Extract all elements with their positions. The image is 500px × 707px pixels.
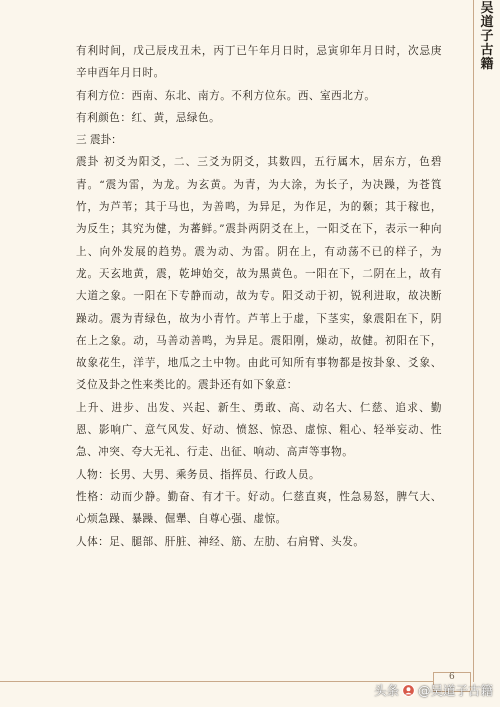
watermark-account: @吴道子古籍 [418,683,494,698]
section-heading-zhen-gua: 三 震卦： [76,134,122,147]
paragraph-zhen-gua-description: 震卦 初爻为阳爻，二、三爻为阴爻，其数四，五行属木，居东方，色碧青。“震为雷，为龙。为玄黄。为青，为大涂，为长子，为决躁，为苍筤竹，为芦苇；其于马也，为善鸣，为异足，为作足，为的颡；其于稼也，为反生；其究为健，为蕃鲜。”震卦两阴爻在上，一阳爻在下，表示一种向上、向外发展的趋势。震为动、为雷。阴在上，有动荡不已的样子，为龙。天玄地黄，震，乾坤始交，故为黑黄色。一阳在下，二阴在上，故有大道之象。一阳在下专静而动，故为专。阳爻动于初，锐利进取，故决断躁动。震为青绿色，故为小青竹。芦苇上于虚，下茎实，象震阳在下，阴在上之象。动，马善动善鸣，为异足。震阳刚，燥动，故健。初阳在下，故象花生，洋芋，地瓜之土中物。由此可知所有事物都是按卦象、爻象、爻位及卦之性来类比的。震卦还有如下象意： [76,156,442,392]
paragraph-favorable-direction: 有利方位：西南、东北、南方。不利方位东。西、室西北方。 [76,89,376,102]
side-rule-divider [473,0,474,682]
paragraph-persons: 人物：长男、大男、乘务员、指挥员、行政人员。 [76,468,321,481]
paragraph-body-parts: 人体：足、腿部、肝脏、神经、筋、左肋、右肩臂、头发。 [76,535,365,548]
paragraph-favorable-time: 有利时间，戊己辰戌丑未，丙丁已午年月日时，忌寅卯年月日时，次忌庚辛申酉年月日时。 [76,45,442,80]
page-number: 6 [449,672,455,682]
paragraph-zhen-gua-imagery: 上升、进步、出发、兴起、新生、勇敢、高、动名大、仁慈、追求、勤恩、影响广、意气风发、好动、愤怒、惊恐、虚惊、粗心、轻举妄动、性急、冲突、夸大无礼、行走、出征、响动、高声等事物。 [76,401,442,459]
paragraph-character: 性格：动而少静。勤奋、有才干。好动。仁慈直爽，性急易怒，脾气大、心烦急躁、暴躁、倔犟、自尊心强、虚惊。 [76,490,442,526]
platform-logo: 头条 [374,683,400,698]
paragraph-favorable-color: 有利颜色：红、黄，忌绿色。 [76,111,221,124]
platform-watermark [374,680,493,700]
side-book-title: 吴道子古籍 [480,1,494,72]
author-avatar-icon [402,684,415,697]
page-body [76,40,442,553]
